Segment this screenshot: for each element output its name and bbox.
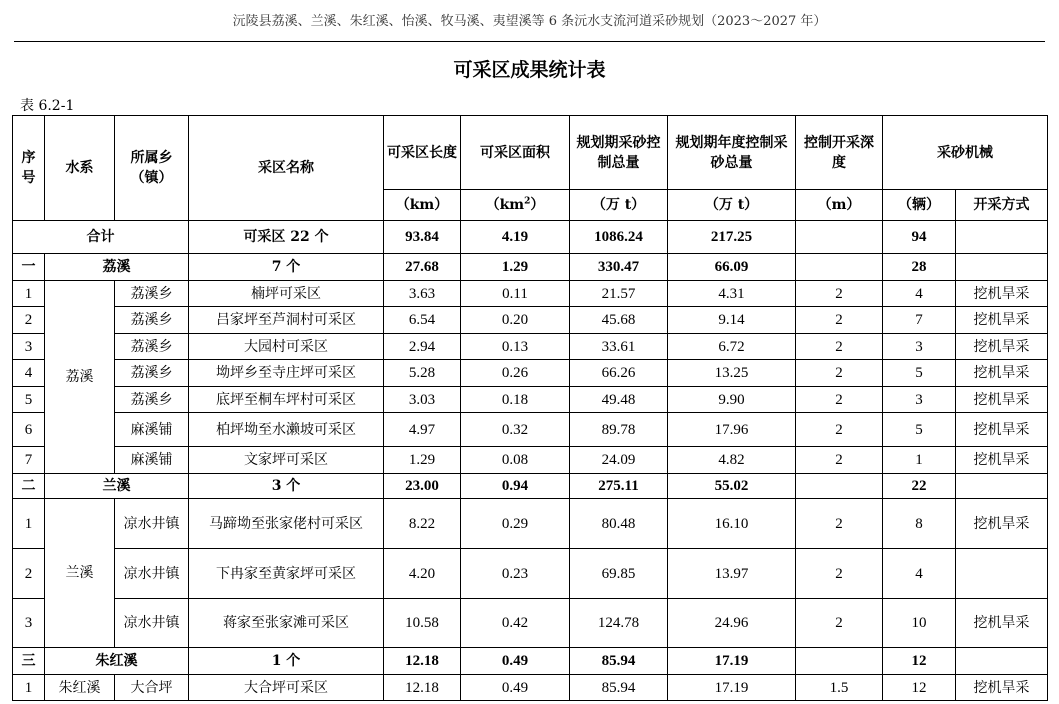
col-header-depth: 控制开采深度 bbox=[796, 116, 883, 190]
col-header-length: 可采区长度 bbox=[384, 116, 461, 190]
row-area-name: 大合坪可采区 bbox=[189, 675, 384, 701]
col-header-plan-total: 规划期采砂控制总量 bbox=[570, 116, 668, 190]
row-seq: 4 bbox=[13, 360, 45, 387]
row-count: 8 bbox=[883, 499, 956, 549]
row-area-name: 马蹄坳至张家佬村可采区 bbox=[189, 499, 384, 549]
row-method bbox=[956, 549, 1048, 599]
row-plan-total: 85.94 bbox=[570, 675, 668, 701]
row-method: 挖机旱采 bbox=[956, 334, 1048, 360]
table-row bbox=[13, 413, 1048, 447]
row-depth: 2 bbox=[796, 549, 883, 599]
row-plan-total: 45.68 bbox=[570, 307, 668, 334]
row-count: 3 bbox=[883, 334, 956, 360]
row-method: 挖机旱采 bbox=[956, 599, 1048, 648]
row-count: 3 bbox=[883, 387, 956, 413]
group-area: 0.49 bbox=[461, 648, 570, 675]
row-depth: 2 bbox=[796, 387, 883, 413]
row-length: 12.18 bbox=[384, 675, 461, 701]
row-count: 4 bbox=[883, 281, 956, 307]
table-row bbox=[13, 549, 1048, 599]
row-plan-total: 21.57 bbox=[570, 281, 668, 307]
row-plan-annual: 4.31 bbox=[668, 281, 796, 307]
group-area: 0.94 bbox=[461, 474, 570, 499]
river-cell: 荔溪 bbox=[45, 281, 115, 474]
river-cell: 朱红溪 bbox=[45, 675, 115, 701]
unit-count: （辆） bbox=[883, 190, 956, 221]
group-depth bbox=[796, 474, 883, 499]
row-plan-total: 24.09 bbox=[570, 447, 668, 474]
group-plan-total: 275.11 bbox=[570, 474, 668, 499]
row-township: 荔溪乡 bbox=[115, 281, 189, 307]
total-area: 4.19 bbox=[461, 221, 570, 254]
col-header-river: 水系 bbox=[45, 116, 115, 221]
row-method: 挖机旱采 bbox=[956, 499, 1048, 549]
row-count: 1 bbox=[883, 447, 956, 474]
total-plan-total: 1086.24 bbox=[570, 221, 668, 254]
row-seq: 3 bbox=[13, 334, 45, 360]
row-plan-total: 124.78 bbox=[570, 599, 668, 648]
table-row bbox=[13, 281, 1048, 307]
group-row bbox=[13, 474, 1048, 499]
row-seq: 1 bbox=[13, 281, 45, 307]
running-header: 沅陵县荔溪、兰溪、朱红溪、怡溪、牧马溪、夷望溪等 6 条沅水支流河道采砂规划（2023～2027 年） bbox=[232, 14, 827, 29]
row-area: 0.29 bbox=[461, 499, 570, 549]
group-plan-total: 85.94 bbox=[570, 648, 668, 675]
group-depth bbox=[796, 648, 883, 675]
table-row bbox=[13, 387, 1048, 413]
row-count: 5 bbox=[883, 413, 956, 447]
table-row bbox=[13, 360, 1048, 387]
row-count: 10 bbox=[883, 599, 956, 648]
row-count: 5 bbox=[883, 360, 956, 387]
row-area-name: 坳坪乡至寺庄坪可采区 bbox=[189, 360, 384, 387]
group-seq: 一 bbox=[13, 254, 45, 281]
row-township: 麻溪铺 bbox=[115, 413, 189, 447]
group-method bbox=[956, 474, 1048, 499]
row-method: 挖机旱采 bbox=[956, 281, 1048, 307]
row-township: 凉水井镇 bbox=[115, 599, 189, 648]
unit-area-superscript: 2 bbox=[524, 196, 531, 207]
group-count: 22 bbox=[883, 474, 956, 499]
group-plan-annual: 66.09 bbox=[668, 254, 796, 281]
row-plan-total: 89.78 bbox=[570, 413, 668, 447]
row-count: 12 bbox=[883, 675, 956, 701]
total-plan-annual: 217.25 bbox=[668, 221, 796, 254]
table-row bbox=[13, 675, 1048, 701]
row-township: 凉水井镇 bbox=[115, 499, 189, 549]
row-method: 挖机旱采 bbox=[956, 360, 1048, 387]
unit-plan-annual: （万 t） bbox=[668, 190, 796, 221]
group-plan-annual: 55.02 bbox=[668, 474, 796, 499]
row-township: 凉水井镇 bbox=[115, 549, 189, 599]
table-row bbox=[13, 334, 1048, 360]
col-header-area: 可采区面积 bbox=[461, 116, 570, 190]
table-row bbox=[13, 307, 1048, 334]
group-method bbox=[956, 254, 1048, 281]
row-count: 7 bbox=[883, 307, 956, 334]
row-method: 挖机旱采 bbox=[956, 387, 1048, 413]
row-area: 0.32 bbox=[461, 413, 570, 447]
col-header-township: 所属乡（镇） bbox=[115, 116, 189, 221]
group-row bbox=[13, 648, 1048, 675]
row-method: 挖机旱采 bbox=[956, 413, 1048, 447]
unit-method: 开采方式 bbox=[956, 190, 1048, 221]
row-plan-total: 66.26 bbox=[570, 360, 668, 387]
row-depth: 2 bbox=[796, 447, 883, 474]
row-method: 挖机旱采 bbox=[956, 307, 1048, 334]
river-cell: 兰溪 bbox=[45, 499, 115, 648]
page-title: 可采区成果统计表 bbox=[453, 59, 606, 81]
group-length: 27.68 bbox=[384, 254, 461, 281]
col-header-area-name: 采区名称 bbox=[189, 116, 384, 221]
group-seq: 二 bbox=[13, 474, 45, 499]
row-seq: 3 bbox=[13, 599, 45, 648]
row-depth: 2 bbox=[796, 307, 883, 334]
row-township: 荔溪乡 bbox=[115, 360, 189, 387]
row-plan-annual: 9.90 bbox=[668, 387, 796, 413]
unit-area bbox=[461, 190, 570, 221]
col-header-plan-annual: 规划期年度控制采砂总量 bbox=[668, 116, 796, 190]
group-length: 12.18 bbox=[384, 648, 461, 675]
row-township: 麻溪铺 bbox=[115, 447, 189, 474]
row-seq: 7 bbox=[13, 447, 45, 474]
group-row bbox=[13, 254, 1048, 281]
group-name: 7 个 bbox=[189, 254, 384, 281]
unit-plan-total: （万 t） bbox=[570, 190, 668, 221]
header-row bbox=[13, 116, 1048, 190]
row-count: 4 bbox=[883, 549, 956, 599]
group-depth bbox=[796, 254, 883, 281]
row-length: 10.58 bbox=[384, 599, 461, 648]
group-river: 兰溪 bbox=[45, 474, 189, 499]
row-seq: 6 bbox=[13, 413, 45, 447]
col-header-seq: 序号 bbox=[13, 116, 45, 221]
row-plan-total: 69.85 bbox=[570, 549, 668, 599]
unit-area-suffix: ） bbox=[530, 197, 545, 213]
group-method bbox=[956, 648, 1048, 675]
group-name: 1 个 bbox=[189, 648, 384, 675]
group-area: 1.29 bbox=[461, 254, 570, 281]
row-plan-annual: 4.82 bbox=[668, 447, 796, 474]
table-row bbox=[13, 447, 1048, 474]
row-depth: 2 bbox=[796, 360, 883, 387]
header-rule bbox=[14, 41, 1045, 42]
total-depth bbox=[796, 221, 883, 254]
row-length: 4.97 bbox=[384, 413, 461, 447]
row-area-name: 下冉家至黄家坪可采区 bbox=[189, 549, 384, 599]
row-length: 5.28 bbox=[384, 360, 461, 387]
row-length: 8.22 bbox=[384, 499, 461, 549]
table-number: 表 6.2-1 bbox=[20, 98, 75, 114]
table-row bbox=[13, 499, 1048, 549]
row-area-name: 大园村可采区 bbox=[189, 334, 384, 360]
row-method: 挖机旱采 bbox=[956, 675, 1048, 701]
row-depth: 2 bbox=[796, 413, 883, 447]
row-depth: 2 bbox=[796, 334, 883, 360]
row-area-name: 文家坪可采区 bbox=[189, 447, 384, 474]
total-name: 可采区 22 个 bbox=[189, 221, 384, 254]
row-area: 0.08 bbox=[461, 447, 570, 474]
row-plan-annual: 16.10 bbox=[668, 499, 796, 549]
row-plan-annual: 9.14 bbox=[668, 307, 796, 334]
group-plan-total: 330.47 bbox=[570, 254, 668, 281]
group-river: 朱红溪 bbox=[45, 648, 189, 675]
group-count: 28 bbox=[883, 254, 956, 281]
row-area: 0.42 bbox=[461, 599, 570, 648]
row-area-name: 楠坪可采区 bbox=[189, 281, 384, 307]
row-seq: 1 bbox=[13, 499, 45, 549]
row-depth: 2 bbox=[796, 599, 883, 648]
row-area-name: 吕家坪至芦洞村可采区 bbox=[189, 307, 384, 334]
row-length: 4.20 bbox=[384, 549, 461, 599]
row-plan-annual: 6.72 bbox=[668, 334, 796, 360]
row-area: 0.23 bbox=[461, 549, 570, 599]
unit-depth: （m） bbox=[796, 190, 883, 221]
row-township: 荔溪乡 bbox=[115, 334, 189, 360]
row-area-name: 柏坪坳至水濑坡可采区 bbox=[189, 413, 384, 447]
row-seq: 2 bbox=[13, 549, 45, 599]
row-length: 6.54 bbox=[384, 307, 461, 334]
row-depth: 1.5 bbox=[796, 675, 883, 701]
row-plan-annual: 13.25 bbox=[668, 360, 796, 387]
total-length: 93.84 bbox=[384, 221, 461, 254]
unit-area-prefix: （km bbox=[485, 197, 525, 213]
row-township: 大合坪 bbox=[115, 675, 189, 701]
row-method: 挖机旱采 bbox=[956, 447, 1048, 474]
row-plan-total: 33.61 bbox=[570, 334, 668, 360]
row-area: 0.49 bbox=[461, 675, 570, 701]
col-header-machinery: 采砂机械 bbox=[883, 116, 1048, 190]
row-area: 0.26 bbox=[461, 360, 570, 387]
row-plan-annual: 13.97 bbox=[668, 549, 796, 599]
row-area: 0.18 bbox=[461, 387, 570, 413]
row-seq: 1 bbox=[13, 675, 45, 701]
row-area-name: 底坪至桐车坪村可采区 bbox=[189, 387, 384, 413]
row-depth: 2 bbox=[796, 281, 883, 307]
row-seq: 2 bbox=[13, 307, 45, 334]
group-seq: 三 bbox=[13, 648, 45, 675]
row-length: 3.03 bbox=[384, 387, 461, 413]
row-length: 1.29 bbox=[384, 447, 461, 474]
mining-area-statistics-table bbox=[12, 115, 1048, 701]
row-plan-total: 80.48 bbox=[570, 499, 668, 549]
row-area: 0.11 bbox=[461, 281, 570, 307]
unit-length: （km） bbox=[384, 190, 461, 221]
table-row bbox=[13, 599, 1048, 648]
row-seq: 5 bbox=[13, 387, 45, 413]
group-name: 3 个 bbox=[189, 474, 384, 499]
total-count: 94 bbox=[883, 221, 956, 254]
row-plan-annual: 17.96 bbox=[668, 413, 796, 447]
total-row bbox=[13, 221, 1048, 254]
row-area: 0.20 bbox=[461, 307, 570, 334]
group-plan-annual: 17.19 bbox=[668, 648, 796, 675]
group-river: 荔溪 bbox=[45, 254, 189, 281]
row-length: 3.63 bbox=[384, 281, 461, 307]
row-township: 荔溪乡 bbox=[115, 387, 189, 413]
row-length: 2.94 bbox=[384, 334, 461, 360]
row-plan-total: 49.48 bbox=[570, 387, 668, 413]
row-area: 0.13 bbox=[461, 334, 570, 360]
total-label: 合计 bbox=[13, 221, 189, 254]
group-length: 23.00 bbox=[384, 474, 461, 499]
group-count: 12 bbox=[883, 648, 956, 675]
total-method bbox=[956, 221, 1048, 254]
row-plan-annual: 17.19 bbox=[668, 675, 796, 701]
row-depth: 2 bbox=[796, 499, 883, 549]
row-area-name: 蒋家至张家滩可采区 bbox=[189, 599, 384, 648]
row-township: 荔溪乡 bbox=[115, 307, 189, 334]
row-plan-annual: 24.96 bbox=[668, 599, 796, 648]
